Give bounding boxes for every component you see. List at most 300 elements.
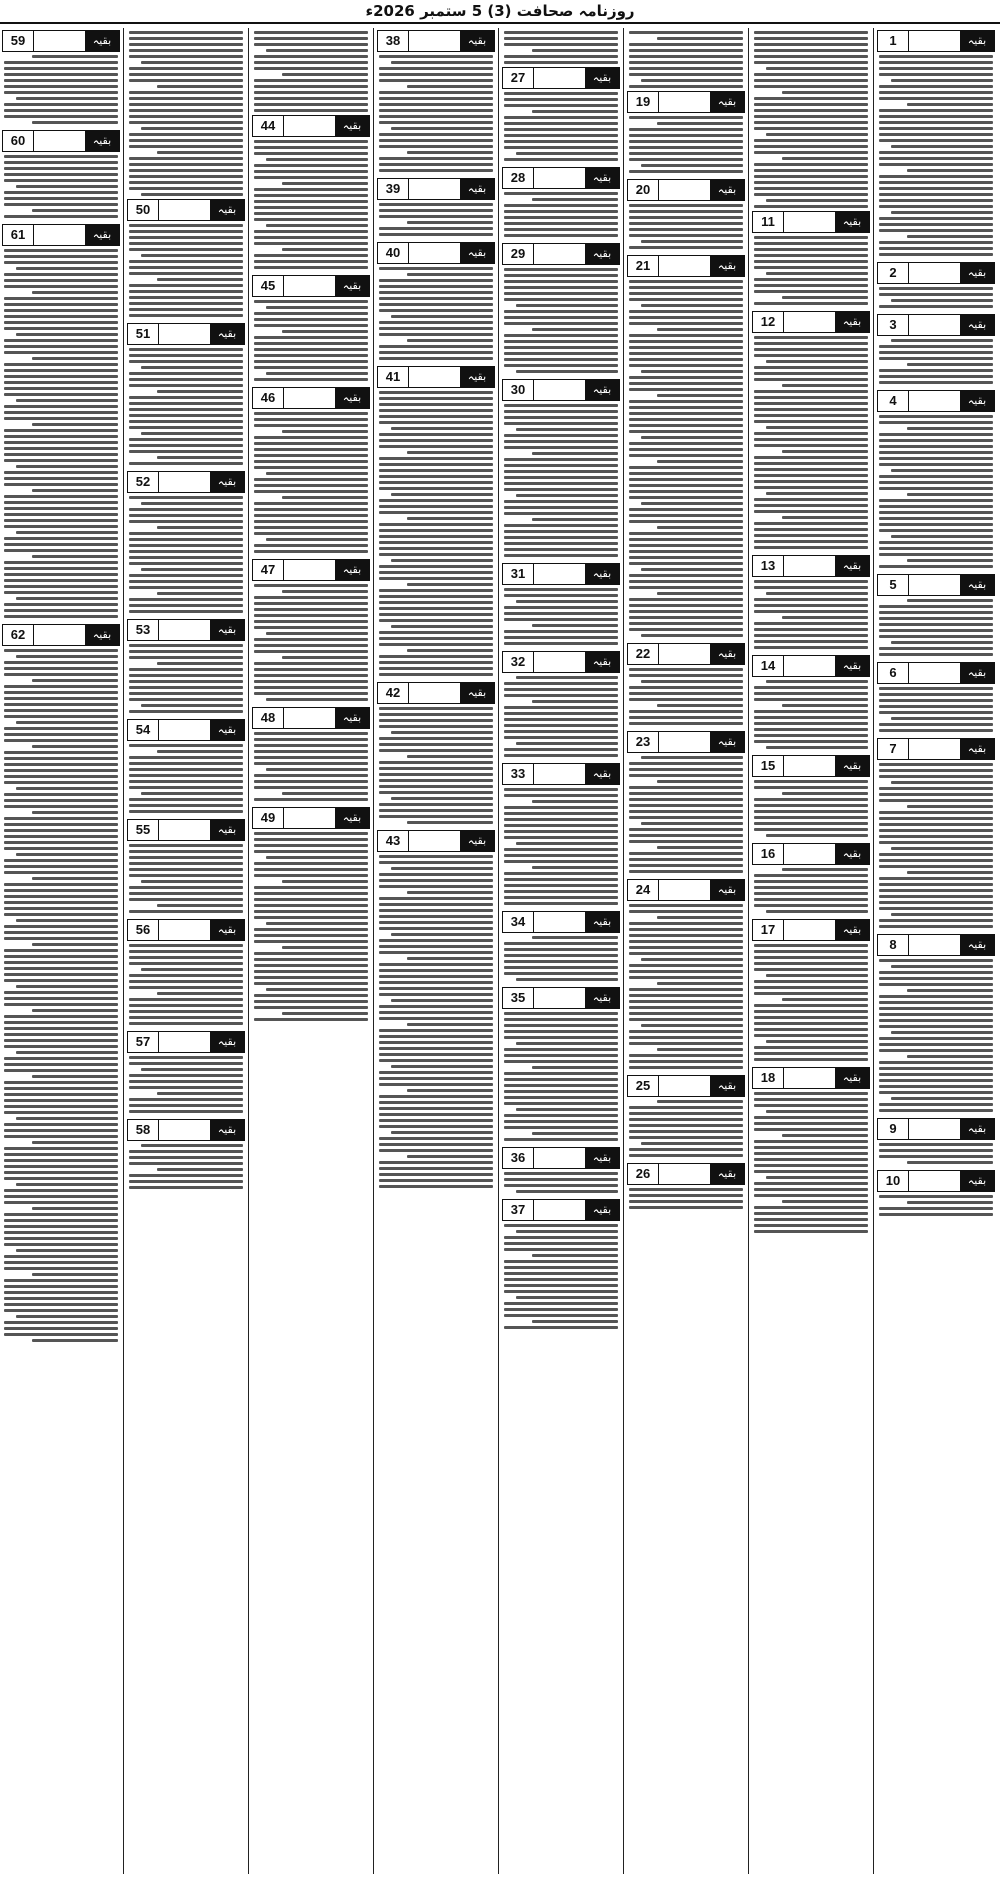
text-line [657,394,743,397]
text-line [266,306,368,309]
text-line [129,266,243,269]
continuation-number: 18 [753,1068,783,1088]
text-line [254,686,368,689]
text-line [879,723,993,726]
text-line [4,279,118,282]
text-line [879,605,993,608]
text-line [129,43,243,46]
text-line [4,1291,118,1294]
text-line [129,710,243,713]
text-line [879,901,993,904]
continuation-number: 28 [503,168,533,188]
text-line [266,372,368,375]
text-line [4,1327,118,1330]
text-line [766,492,868,495]
text-line [4,937,118,940]
text-line [254,614,368,617]
text-line [282,880,368,883]
text-line [129,756,243,759]
text-line [754,342,868,345]
text-line [4,1021,118,1024]
continuation-text [252,300,370,381]
text-line [754,302,868,305]
text-line [754,115,868,118]
text-line [879,925,993,928]
continuation-block [627,879,745,1069]
text-line [754,1206,868,1209]
text-line [629,810,743,813]
text-line [754,139,868,142]
text-line [379,163,493,166]
continuation-tag [252,807,370,829]
text-line [129,844,243,847]
text-line [754,1158,868,1161]
continuation-tag [752,555,870,577]
continuation-text [127,348,245,465]
continuation-text [377,203,495,236]
text-line [129,692,243,695]
text-line [254,520,368,523]
text-line [129,544,243,547]
text-line [407,1023,493,1026]
text-line [16,1051,118,1054]
text-line [129,986,243,989]
column-rule [498,28,499,1874]
text-line [754,420,868,423]
text-line [657,846,743,849]
text-line [254,934,368,937]
text-line [379,743,493,746]
text-line [129,804,243,807]
text-line [254,266,368,269]
text-line [879,1025,993,1028]
text-line [504,476,618,479]
text-line [129,1022,243,1025]
text-line [4,309,118,312]
text-line [254,892,368,895]
text-line [504,446,618,449]
text-line [879,511,993,514]
text-line [629,970,743,973]
text-line [4,865,118,868]
text-line [629,1148,743,1151]
text-line [657,592,743,595]
text-line [379,1119,493,1122]
continuation-number: 41 [378,367,408,387]
text-line [516,304,618,307]
text-line [907,169,993,172]
text-line [504,298,618,301]
text-line [754,1058,868,1061]
text-line [4,733,118,736]
text-line [379,873,493,876]
text-line [754,986,868,989]
text-line [879,61,993,64]
continuation-block [502,763,620,905]
text-line [532,700,618,703]
text-line [629,1188,743,1191]
text-line [879,617,993,620]
text-line [129,862,243,865]
text-line [129,49,243,52]
text-line [254,668,368,671]
text-line [4,405,118,408]
text-line [254,460,368,463]
continuation-block [627,731,745,873]
text-line [504,730,618,733]
text-line [129,944,243,947]
continuation-text [377,855,495,1188]
text-line [754,628,868,631]
text-line [32,55,118,58]
continued-label: بقیہ [210,200,244,220]
text-line [754,127,868,130]
text-line [4,417,118,420]
text-line [879,241,993,244]
text-line [129,1150,243,1153]
text-line [254,348,368,351]
text-line [629,406,743,409]
text-line [907,599,993,602]
text-line [254,170,368,173]
text-line [379,897,493,900]
text-line [4,961,118,964]
text-line [4,1129,118,1132]
text-line [4,155,118,158]
text-line [391,61,493,64]
continued-label: بقیہ [210,820,244,840]
text-line [4,411,118,414]
text-line [754,31,868,34]
text-line [629,31,743,34]
text-line [504,966,618,969]
text-line [754,1052,868,1055]
text-line [129,31,243,34]
text-line [129,284,243,287]
text-line [754,692,868,695]
text-line [879,1079,993,1082]
text-line [379,951,493,954]
text-line [4,793,118,796]
continuation-text [877,1143,995,1164]
text-line [532,866,618,869]
text-line [629,1106,743,1109]
text-line [504,1224,618,1227]
continuation-number: 4 [878,391,908,411]
text-line [16,185,118,188]
text-line [129,396,243,399]
text-line [504,310,618,313]
continuation-tag [877,574,995,596]
text-line [504,960,618,963]
continuation-tag [502,1147,620,1169]
text-line [129,139,243,142]
text-line [766,67,868,70]
text-line [379,975,493,978]
text-line [629,116,743,119]
text-line [254,550,368,553]
text-line [629,448,743,451]
text-line [32,357,118,360]
text-line [504,902,618,905]
continuation-text [127,944,245,1025]
continuation-block [377,30,495,172]
text-line [129,157,243,160]
text-line [4,567,118,570]
text-line [407,221,493,224]
continued-label: بقیہ [85,225,119,245]
text-line [4,429,118,432]
tag-spacer [783,556,835,576]
text-line [504,416,618,419]
continuation-number: 37 [503,1200,533,1220]
continuation-text [502,92,620,161]
text-line [379,713,493,716]
text-line [282,1012,368,1015]
text-line [504,1302,618,1305]
text-line [254,874,368,877]
tag-spacer [783,1068,835,1088]
continuation-text [252,140,370,269]
text-line [379,1041,493,1044]
text-line [129,384,243,387]
text-line [504,642,618,645]
text-line [379,499,493,502]
text-line [4,1321,118,1324]
text-line [4,1057,118,1060]
text-line [379,661,493,664]
text-line [504,128,618,131]
continuation-text [377,707,495,824]
continued-label: بقیہ [960,391,994,411]
continued-label: بقیہ [585,912,619,932]
continuation-block [752,1067,870,1233]
continuation-tag [502,243,620,265]
continuation-block [127,323,245,465]
text-line [754,181,868,184]
continuation-tag [752,1067,870,1089]
continuation-tag [127,1119,245,1141]
text-line [504,860,618,863]
text-line [754,898,868,901]
continuation-number: 56 [128,920,158,940]
text-line [782,704,868,707]
text-line [141,704,243,707]
continuation-text [752,680,870,749]
continued-label: بقیہ [585,564,619,584]
text-line [254,254,368,257]
text-line [379,227,493,230]
continuation-text [252,732,370,801]
text-line [254,212,368,215]
text-line [879,959,993,962]
text-line [379,529,493,532]
text-line [629,346,743,349]
text-line [629,840,743,843]
text-line [391,315,493,318]
continuation-tag [127,1031,245,1053]
text-line [407,1089,493,1092]
text-line [129,674,243,677]
text-line [141,568,243,571]
text-line [379,439,493,442]
text-line [754,1170,868,1173]
text-line [129,562,243,565]
text-line [879,823,993,826]
text-line [504,636,618,639]
continued-label: بقیہ [210,324,244,344]
continuation-text [502,268,620,373]
text-line [282,792,368,795]
tag-spacer [783,756,835,776]
text-line [629,768,743,771]
text-line [766,974,868,977]
text-line [4,727,118,730]
text-line [629,586,743,589]
text-line [129,426,243,429]
text-line [754,534,868,537]
text-line [629,716,743,719]
text-line [504,806,618,809]
text-line [754,810,868,813]
text-line [4,203,118,206]
text-line [629,580,743,583]
text-line [629,1000,743,1003]
text-line [32,209,118,212]
continuation-number: 42 [378,683,408,703]
text-line [629,204,743,207]
text-line [754,290,868,293]
text-line [4,973,118,976]
text-line [891,535,993,538]
text-line [16,1249,118,1252]
text-line [766,746,868,749]
text-line [504,794,618,797]
continued-label: بقیہ [960,575,994,595]
text-line [629,496,743,499]
text-line [754,698,868,701]
text-line [391,559,493,562]
continued-label: بقیہ [585,1200,619,1220]
continuation-block [752,211,870,305]
text-line [754,97,868,100]
continuation-block [877,1170,995,1216]
text-line [879,505,993,508]
text-line [129,296,243,299]
text-line [879,121,993,124]
text-line [4,1153,118,1156]
continuation-block [877,314,995,384]
tag-spacer [533,68,585,88]
continuation-text [127,224,245,317]
continuation-text [877,55,995,256]
text-line [129,538,243,541]
continuation-tag [877,262,995,284]
continued-label: بقیہ [710,92,744,112]
continuation-text [377,267,495,360]
text-line [754,456,868,459]
continuation-tag [252,115,370,137]
text-line [879,1155,993,1158]
text-line [379,1029,493,1032]
tag-spacer [158,1032,210,1052]
text-line [504,524,618,527]
text-line [379,779,493,782]
text-line [379,1101,493,1104]
text-line [129,169,243,172]
continuation-text [877,415,995,568]
text-line [504,410,618,413]
continuation-block [252,275,370,381]
continuation-text [2,155,120,218]
text-line [754,686,868,689]
text-line [754,468,868,471]
continuation-text [502,588,620,645]
text-line [4,955,118,958]
text-line [504,222,618,225]
text-line [629,298,743,301]
continuation-number: 21 [628,256,658,276]
text-line [129,644,243,647]
text-line [879,541,993,544]
text-line [129,680,243,683]
text-line [379,969,493,972]
text-line [641,634,743,637]
continuation-tag [252,559,370,581]
text-line [129,121,243,124]
continuation-number: 26 [628,1164,658,1184]
text-line [254,478,368,481]
continued-label: بقیہ [335,276,369,296]
text-line [157,390,243,393]
text-line [129,224,243,227]
text-line [504,548,618,551]
text-line [254,236,368,239]
continuation-tag [502,563,620,585]
text-line [254,490,368,493]
text-line [129,514,243,517]
text-line [129,980,243,983]
text-line [379,1113,493,1116]
text-line [641,240,743,243]
text-line [129,574,243,577]
text-line [879,635,993,638]
text-line [879,883,993,886]
text-line [504,440,618,443]
text-line [879,983,993,986]
text-line [254,626,368,629]
continuation-block [502,1199,620,1329]
text-line [754,85,868,88]
text-line [379,547,493,550]
text-line [629,798,743,801]
tag-spacer [783,920,835,940]
continued-label: بقیہ [835,756,869,776]
text-line [754,266,868,269]
text-line [4,615,118,618]
text-line [129,242,243,245]
text-line [129,462,243,465]
text-line [766,1176,868,1179]
text-line [879,1001,993,1004]
text-line [254,336,368,339]
text-line [4,1045,118,1048]
continued-label: بقیہ [460,179,494,199]
text-line [254,738,368,741]
text-line [504,146,618,149]
text-line [129,1086,243,1089]
continuation-number: 23 [628,732,658,752]
